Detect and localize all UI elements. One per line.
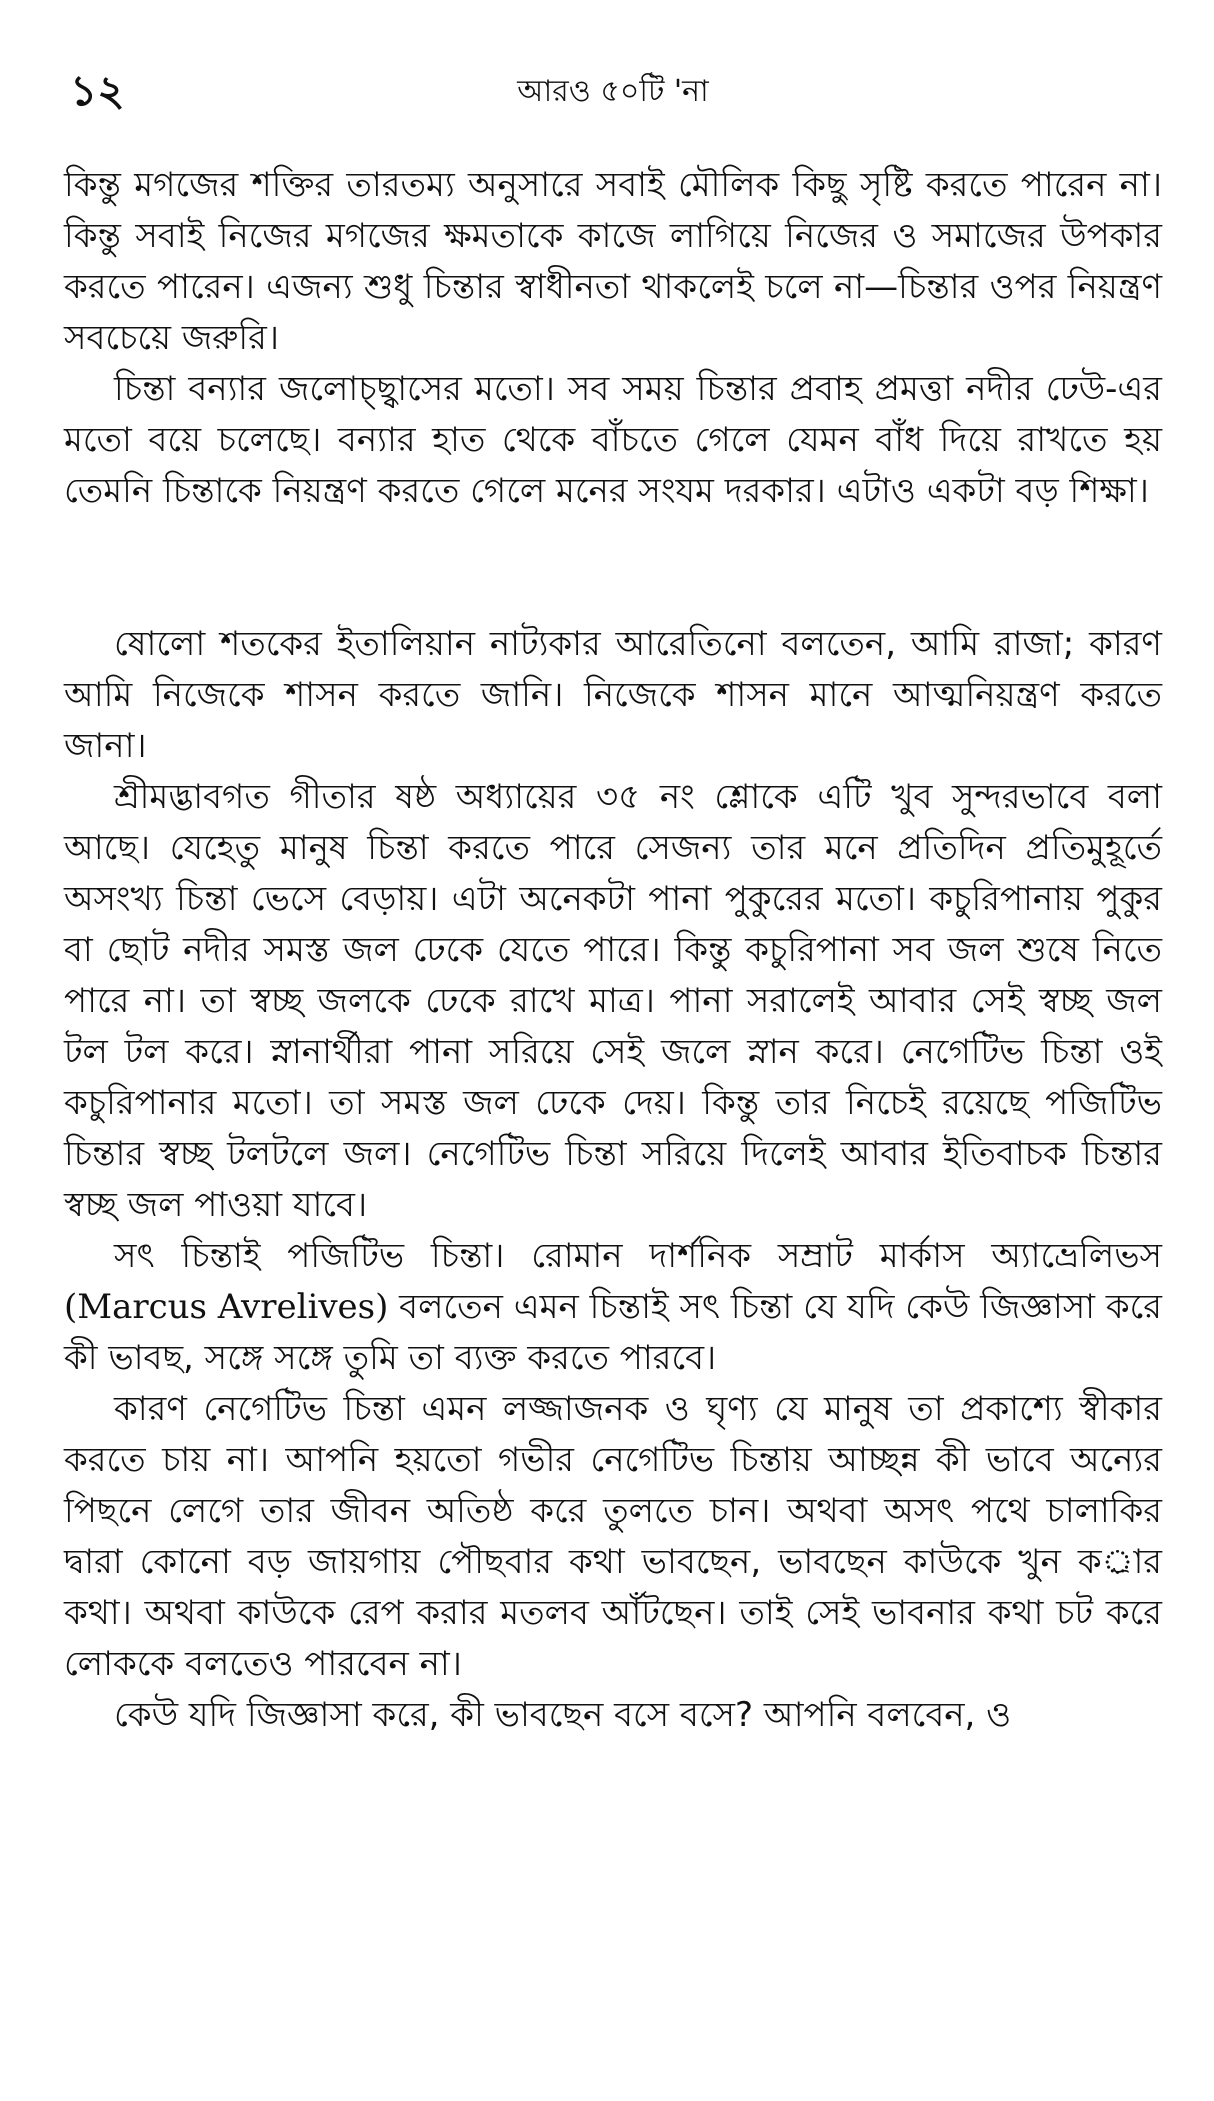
- paragraph: কারণ নেগেটিভ চিন্তা এমন লজ্জাজনক ও ঘৃণ্য যে মানুষ তা প্রকাশ্যে স্বীকার করতে চায় না। আপনি হয়তো গভীর নেগেটিভ চিন্তায় আচ্ছন্ন কী ভাবে অন্যের পিছনে লেগে তার জীবন অতিষ্ঠ করে তুলতে চান। অথবা অসৎ পথে চালাকির দ্বারা কোনো বড় জায়গায় পৌছবার কথা ভাবছেন, ভাবছেন কাউকে খুন কর্‌ার কথা। অথবা কাউকে রেপ করার মতলব আঁটছেন। তাই সেই ভাবনার কথা চট করে লোককে বলতেও পারবেন না।: [64, 1389, 1162, 1684]
- section-break: [64, 517, 1162, 619]
- paragraph: [64, 1231, 1162, 1384]
- paragraph: শ্রীমদ্ভাবগত গীতার ষষ্ঠ অধ্যায়ের ৩৫ নং শ্লোকে এটি খুব সুন্দরভাবে বলা আছে। যেহেতু মানুষ চিন্তা করতে পারে সেজন্য তার মনে প্রতিদিন প্রতিমুহূর্তে অসংখ্য চিন্তা ভেসে বেড়ায়। এটা অনেকটা পানা পুকুরের মতো। কচুরিপানায় পুকুর বা ছোট নদীর সমস্ত জল ঢেকে যেতে পারে। কিন্তু কচুরিপানা সব জল শুষে নিতে পারে না। তা স্বচ্ছ জলকে ঢেকে রাখে মাত্র। পানা সরালেই আবার সেই স্বচ্ছ জল টল টল করে। স্নানার্থীরা পানা সরিয়ে সেই জলে স্নান করে। নেগেটিভ চিন্তা ওই কচুরিপানার মতো। তা সমস্ত জল ঢেকে দেয়। কিন্তু তার নিচেই রয়েছে পজিটিভ চিন্তার স্বচ্ছ টলটলে জল। নেগেটিভ চিন্তা সরিয়ে দিলেই আবার ইতিবাচক চিন্তার স্বচ্ছ জল পাওয়া যাবে।: [64, 777, 1162, 1225]
- text-segment: সৎ চিন্তাই পজিটিভ চিন্তা। রোমান দার্শনিক সম্রাট মার্কাস অ্যাভ্রেলিভস: [114, 1236, 1162, 1276]
- paragraph: ষোলো শতকের ইতালিয়ান নাট্যকার আরেতিনো বলতেন, আমি রাজা; কারণ আমি নিজেকে শাসন করতে জানি। নিজেকে শাসন মানে আত্মনিয়ন্ত্রণ করতে জানা।: [64, 624, 1162, 766]
- page-number: ১২: [70, 66, 125, 115]
- paragraph: কেউ যদি জিজ্ঞাসা করে, কী ভাবছেন বসে বসে? আপনি বলবেন, ও: [114, 1695, 1012, 1735]
- text-segment: বলতেন এমন চিন্তাই সৎ চিন্তা যে যদি কেউ জিজ্ঞাসা করে কী ভাবছ, সঙ্গে সঙ্গে তুমি তা ব্যক্ত করতে পারবে।: [64, 1287, 1162, 1378]
- page-header: [64, 66, 1162, 116]
- running-title: আরও ৫০টি 'না: [517, 74, 709, 109]
- body-text: [64, 160, 1162, 1741]
- latin-name: (Marcus Avrelives): [64, 1287, 389, 1327]
- paragraph: চিন্তা বন্যার জলোচ্ছ্বাসের মতো। সব সময় চিন্তার প্রবাহ প্রমত্তা নদীর ঢেউ-এর মতো বয়ে চলেছে। বন্যার হাত থেকে বাঁচতে গেলে যেমন বাঁধ দিয়ে রাখতে হয় তেমনি চিন্তাকে নিয়ন্ত্রণ করতে গেলে মনের সংযম দরকার। এটাও একটা বড় শিক্ষা।: [64, 369, 1162, 511]
- paragraph: কিন্তু মগজের শক্তির তারতম্য অনুসারে সবাই মৌলিক কিছু সৃষ্টি করতে পারেন না। কিন্তু সবাই নিজের মগজের ক্ষমতাকে কাজে লাগিয়ে নিজের ও সমাজের উপকার করতে পারেন। এজন্য শুধু চিন্তার স্বাধীনতা থাকলেই চলে না—চিন্তার ওপর নিয়ন্ত্রণ সবচেয়ে জরুরি।: [64, 165, 1162, 358]
